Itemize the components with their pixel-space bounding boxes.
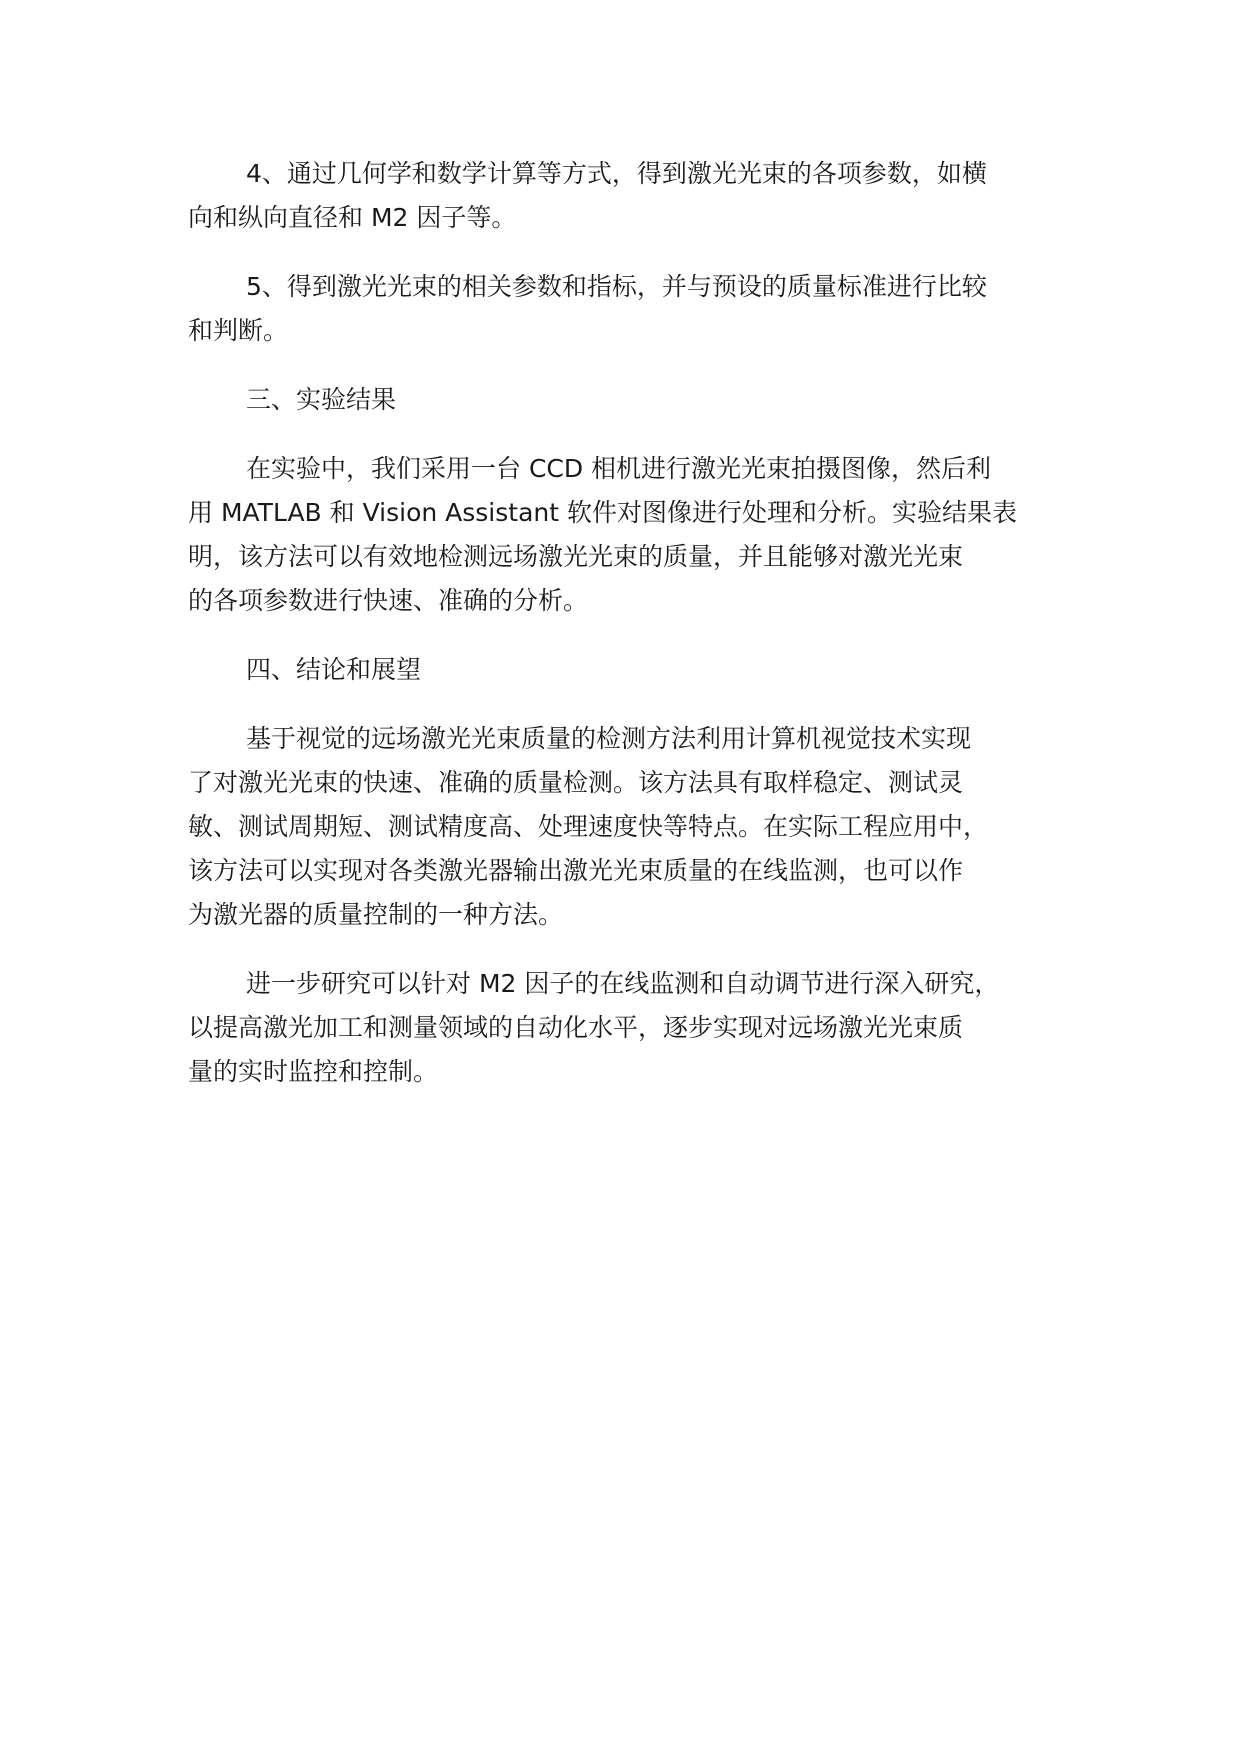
text-line: 向和纵向直径和 M2 因子等。 [188, 203, 517, 232]
paragraph-step-5 [188, 265, 1068, 353]
paragraph-conclusion [188, 717, 1068, 937]
heading-text: 四、结论和展望 [246, 655, 422, 684]
document-body [188, 152, 1068, 1119]
section-heading-results [188, 378, 1068, 422]
text-line: 敏、测试周期短、测试精度高、处理速度快等特点。在实际工程应用中， [188, 812, 989, 841]
text-line: 该方法可以实现对各类激光器输出激光光束质量的在线监测，也可以作 [188, 856, 964, 885]
text-line: 在实验中，我们采用一台 CCD 相机进行激光光束拍摄图像，然后利 [246, 454, 992, 483]
section-heading-conclusion [188, 648, 1068, 692]
text-line: 和判断。 [188, 316, 289, 345]
text-line: 5、得到激光光束的相关参数和指标，并与预设的质量标准进行比较 [246, 272, 987, 301]
text-line: 量的实时监控和控制。 [188, 1057, 439, 1086]
text-line: 进一步研究可以针对 M2 因子的在线监测和自动调节进行深入研究， [246, 969, 1000, 998]
text-line: 以提高激光加工和测量领域的自动化水平，逐步实现对远场激光光束质 [188, 1013, 964, 1042]
text-line: 的各项参数进行快速、准确的分析。 [188, 586, 589, 615]
heading-text: 三、实验结果 [246, 385, 397, 414]
text-line: 4、通过几何学和数学计算等方式，得到激光光束的各项参数，如横 [246, 159, 987, 188]
paragraph-outlook [188, 962, 1068, 1094]
text-line: 为激光器的质量控制的一种方法。 [188, 900, 564, 929]
text-line: 了对激光光束的快速、准确的质量检测。该方法具有取样稳定、测试灵 [188, 768, 964, 797]
text-line: 用 MATLAB 和 Vision Assistant 软件对图像进行处理和分析。实验结果表 [188, 498, 1017, 527]
text-line: 基于视觉的远场激光光束质量的检测方法利用计算机视觉技术实现 [246, 724, 972, 753]
paragraph-results [188, 447, 1068, 623]
text-line: 明，该方法可以有效地检测远场激光光束的质量，并且能够对激光光束 [188, 542, 964, 571]
paragraph-step-4 [188, 152, 1068, 240]
